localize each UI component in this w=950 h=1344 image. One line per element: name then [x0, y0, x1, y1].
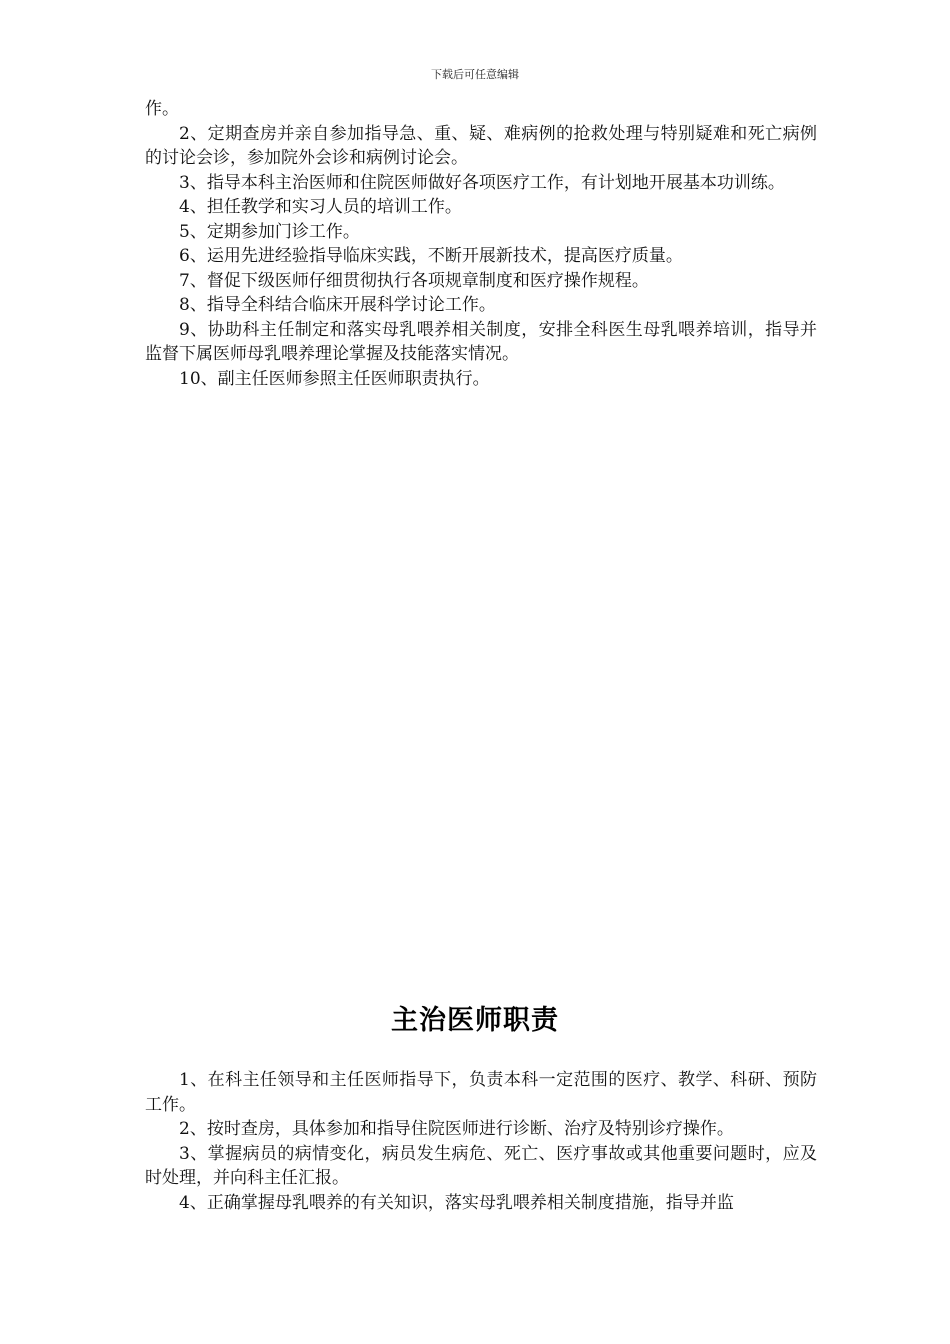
- section-title: 主治医师职责: [391, 1005, 559, 1036]
- duty-item-5: 5、定期参加门诊工作。: [179, 221, 360, 242]
- attending-duty-item-1: 1、在科主任领导和主任医师指导下，负责本科一定范围的医疗、教学、科研、预防工作。: [145, 1070, 817, 1115]
- duty-item-3: 3、指导本科主治医师和住院医师做好各项医疗工作，有计划地开展基本功训练。: [179, 172, 785, 193]
- duty-item-6: 6、运用先进经验指导临床实践，不断开展新技术，提高医疗质量。: [179, 246, 683, 266]
- duty-item-9: 9、协助科主任制定和落实母乳喂养相关制度，安排全科医生母乳喂养培训，指导并监督下属医师母乳喂养理论掌握及技能落实情况。: [145, 319, 817, 364]
- duty-item-8: 8、指导全科结合临床开展科学讨论工作。: [179, 295, 496, 315]
- duty-item-10: 10、副主任医师参照主任医师职责执行。: [179, 368, 490, 389]
- duty-item-7: 7、督促下级医师仔细贯彻执行各项规章制度和医疗操作规程。: [179, 270, 649, 291]
- attending-duty-item-2: 2、按时查房，具体参加和指导住院医师进行诊断、治疗及特别诊疗操作。: [179, 1119, 734, 1139]
- page-header: 下载后可任意编辑: [431, 68, 519, 81]
- attending-duty-item-4: 4、正确掌握母乳喂养的有关知识，落实母乳喂养相关制度措施，指导并监: [179, 1192, 734, 1213]
- duties-section-continued: [145, 97, 817, 391]
- attending-duty-item-3: 3、掌握病员的病情变化，病员发生病危、死亡、医疗事故或其他重要问题时，应及时处理，并向科主任汇报。: [145, 1143, 817, 1188]
- paragraph-continuation: 作。: [145, 99, 179, 119]
- duty-item-2: 2、定期查房并亲自参加指导急、重、疑、难病例的抢救处理与特别疑难和死亡病例的讨论会诊，参加院外会诊和病例讨论会。: [145, 123, 817, 168]
- duty-item-4: 4、担任教学和实习人员的培训工作。: [179, 197, 462, 217]
- attending-physician-duties-section: [145, 1068, 817, 1215]
